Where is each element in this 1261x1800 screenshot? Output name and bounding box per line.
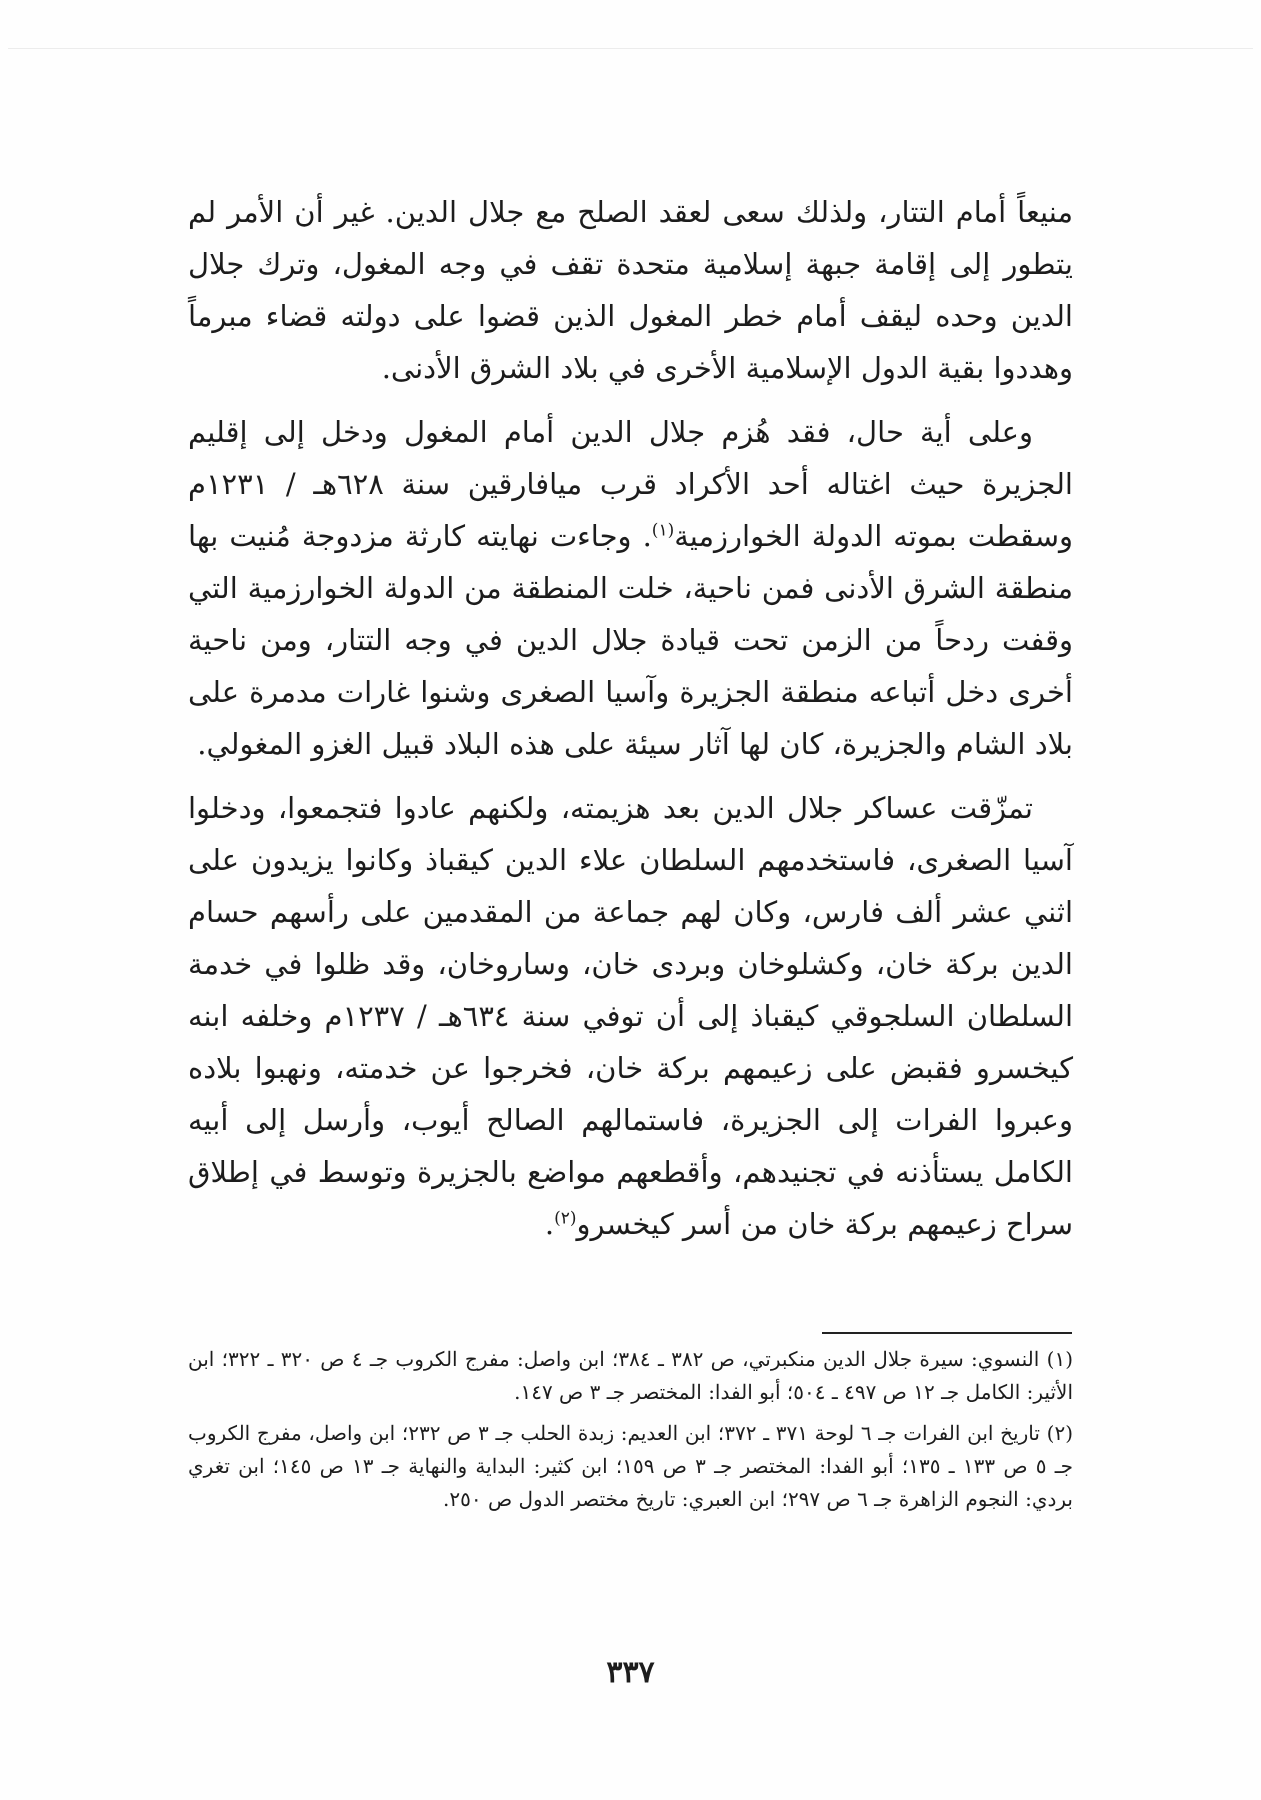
footnote-marker: (١) xyxy=(1046,1347,1073,1371)
scan-edge-line xyxy=(8,48,1253,49)
main-text xyxy=(188,186,1073,1262)
footnote-1 xyxy=(188,1343,1073,1409)
footnote-reference-2[interactable]: (٢) xyxy=(554,1208,577,1229)
page-number: ٣٣٧ xyxy=(606,1655,655,1690)
paragraph-text: تمزّقت عساكر جلال الدين بعد هزيمته، ولكنهم عادوا فتجمعوا، ودخلوا آسيا الصغرى، فاستخدمهم السلطان علاء الدين كيقباذ وكانوا يزيدون على اثني عشر ألف فارس، وكان لهم جماعة من المقدمين على رأسهم حسام الدين بركة خان، وكشلوخان وبردى خان، وساروخان، وقد ظلوا في خدمة السلطان السلجوقي كيقباذ إلى أن توفي سنة ٦٣٤هـ / ١٢٣٧م وخلفه ابنه كيخسرو فقبض على زعيمهم بركة خان، فخرجوا عن خدمته، ونهبوا بلاده وعبروا الفرات إلى الجزيرة، فاستمالهم الصالح أيوب، وأرسل إلى أبيه الكامل يستأذنه في تجنيدهم، وأقطعهم مواضع بالجزيرة وتوسط في إطلاق سراح زعيمهم بركة خان من أسر كيخسرو xyxy=(188,791,1074,1241)
paragraph-2 xyxy=(188,406,1073,770)
footnote-text: النسوي: سيرة جلال الدين منكبرتي، ص ٣٨٢ ـ ٣٨٤؛ ابن واصل: مفرج الكروب جـ ٤ ص ٣٢٠ ـ ٣٢٢؛ ابن الأثير: الكامل جـ ١٢ ص ٤٩٧ ـ ٥٠٤؛ أبو الفدا: المختصر جـ ٣ ص ١٤٧. xyxy=(188,1347,1073,1404)
paragraph-text: منيعاً أمام التتار، ولذلك سعى لعقد الصلح مع جلال الدين. غير أن الأمر لم يتطور إلى إقامة جبهة إسلامية متحدة تقف في وجه المغول، وترك جلال الدين وحده ليقف أمام خطر المغول الذين قضوا على دولته قضاء مبرماً وهددوا بقية الدول الإسلامية الأخرى في بلاد الشرق الأدنى. xyxy=(188,195,1073,385)
footnote-separator xyxy=(822,1332,1072,1334)
paragraph-1 xyxy=(188,186,1073,394)
footnote-reference-1[interactable]: (١) xyxy=(651,520,675,541)
paragraph-text: . xyxy=(544,1207,555,1241)
footnote-text: تاريخ ابن الفرات جـ ٦ لوحة ٣٧١ ـ ٣٧٢؛ ابن العديم: زبدة الحلب جـ ٣ ص ٢٣٢؛ ابن واصل، مفرج الكروب جـ ٥ ص ١٣٣ ـ ١٣٥؛ أبو الفدا: المختصر جـ ٣ ص ١٥٩؛ ابن كثير: البداية والنهاية جـ ١٣ ص ١٤٥؛ ابن تغري بردي: النجوم الزاهرة جـ ٦ ص ٢٩٧؛ ابن العبري: تاريخ مختصر الدول ص ٢٥٠. xyxy=(188,1421,1073,1511)
footnotes xyxy=(188,1343,1073,1524)
paragraph-text: وعلى أية حال، فقد هُزم جلال الدين أمام المغول ودخل إلى إقليم الجزيرة حيث اغتاله أحد الأكراد قرب ميافارقين سنة ٦٢٨هـ / ١٢٣١م وسقطت بموته الدولة الخوارزمية xyxy=(188,415,1074,553)
paragraph-text: . وجاءت نهايته كارثة مزدوجة مُنيت بها منطقة الشرق الأدنى فمن ناحية، خلت المنطقة من الدولة الخوارزمية التي وقفت ردحاً من الزمن تحت قيادة جلال الدين في وجه التتار، ومن ناحية أخرى دخل أتباعه منطقة الجزيرة وآسيا الصغرى وشنوا غارات مدمرة على بلاد الشام والجزيرة، كان لها آثار سيئة على هذه البلاد قبيل الغزو المغولي. xyxy=(188,519,1073,761)
footnote-2 xyxy=(188,1417,1073,1516)
footnote-marker: (٢) xyxy=(1046,1421,1073,1445)
paragraph-3 xyxy=(188,782,1073,1250)
